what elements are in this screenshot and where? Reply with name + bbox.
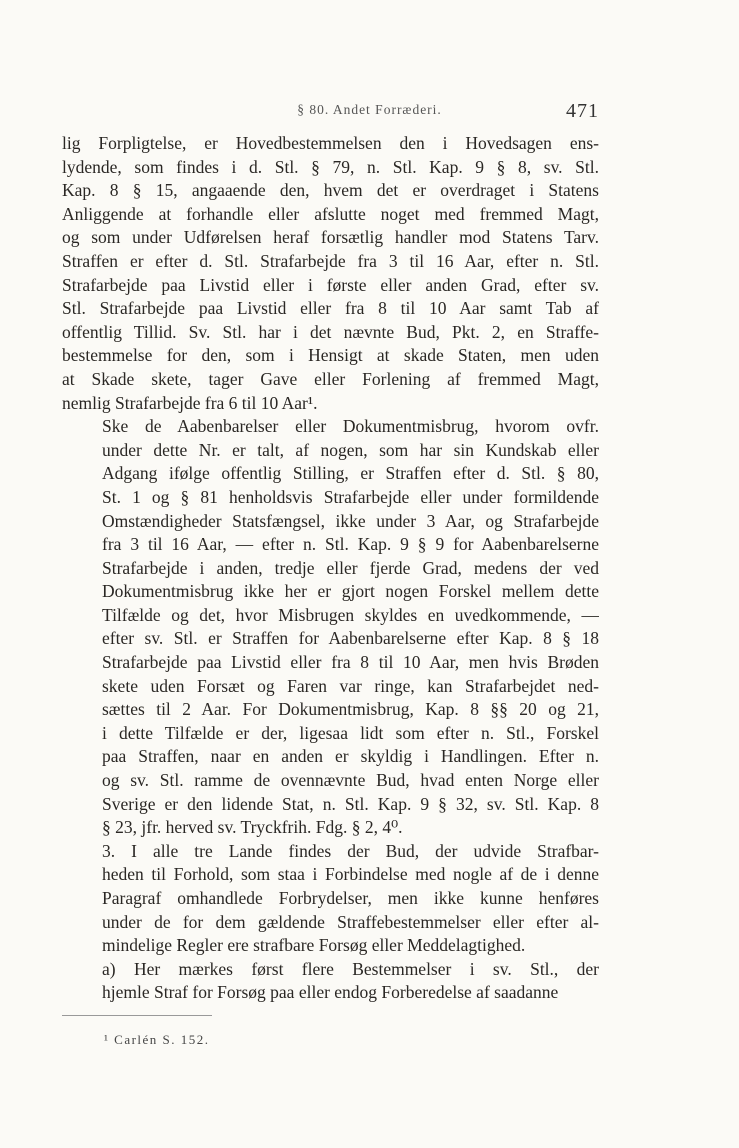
text-line: at Skade skete, tager Gave eller Forlening af fremmed Magt, [62,368,599,389]
text-line: i dette Tilfælde er der, ligesaa lidt som efter n. Stl., Forskel [102,722,599,743]
text-line: sættes til 2 Aar. For Dokumentmisbrug, Kap. 8 §§ 20 og 21, [102,699,599,720]
text-line: a) Her mærkes først flere Bestemmelser i sv. Stl., der [102,958,599,979]
text-line: Paragraf omhandlede Forbrydelser, men ikke kunne henføres [102,888,599,908]
text-line: 3. I alle tre Lande findes der Bud, der udvide Strafbar- [102,840,599,861]
footnote-rule [62,1015,212,1016]
text-line: skete uden Forsæt og Faren var ringe, kan Strafarbejdet ned- [102,675,599,696]
text-line: fra 3 til 16 Aar, — efter n. Stl. Kap. 9 § 9 for Aabenbarelserne [102,534,599,555]
text-line: Stl. Strafarbejde paa Livstid eller fra 8 til 10 Aar samt Tab af [62,298,599,319]
text-line: mindelige Regler ere strafbare Forsøg eller Meddelagtighed. [102,935,526,956]
text-line: heden til Forhold, som staa i Forbindelse med nogle af de i denne [102,864,599,885]
running-head: § 80. Andet Forræderi. [297,102,442,117]
text-line: og som under Udførelsen heraf forsætlig handler mod Statens Tarv. [62,227,599,248]
footnote: ¹ Carlén S. 152. [104,1032,210,1047]
text-line: paa Straffen, naar en anden er skyldig i Handlingen. Efter n. [102,746,599,767]
body-text [62,132,599,1005]
text-line: Strafarbejde paa Livstid eller fra 8 til 10 Aar, men hvis Brøden [102,652,599,673]
text-line: Kap. 8 § 15, angaaende den, hvem det er overdraget i Statens [62,180,599,201]
text-line: under de for dem gældende Straffebestemmelser eller efter al- [102,911,599,932]
page-number: 471 [566,100,599,122]
text-line: Ske de Aabenbarelser eller Dokumentmisbrug, hvorom ovfr. [102,416,599,437]
text-line: Dokumentmisbrug ikke her er gjort nogen Forskel mellem dette [102,581,599,602]
text-line: Strafarbejde paa Livstid eller i første eller anden Grad, efter sv. [62,274,599,295]
text-line: lydende, som findes i d. Stl. § 79, n. Stl. Kap. 9 § 8, sv. Stl. [62,156,599,177]
page-header [0,98,739,124]
text-line: Straffen er efter d. Stl. Strafarbejde fra 3 til 16 Aar, efter n. Stl. [62,250,599,271]
text-line: § 23, jfr. herved sv. Tryckfrih. Fdg. § 2, 4⁰. [102,817,403,838]
text-line: Tilfælde og det, hvor Misbrugen skyldes en uvedkommende, — [102,604,599,625]
text-line: hjemle Straf for Forsøg paa eller endog Forberedelse af saadanne [102,982,559,1003]
text-line: bestemmelse for den, som i Hensigt at skade Staten, men uden [62,345,599,366]
text-line: lig Forpligtelse, er Hovedbestemmelsen den i Hovedsagen ens- [62,133,599,153]
text-line: Adgang ifølge offentlig Stilling, er Straffen efter d. Stl. § 80, [102,463,599,484]
text-line: under dette Nr. er talt, af nogen, som har sin Kundskab eller [102,439,599,460]
text-line: Strafarbejde i anden, tredje eller fjerde Grad, medens der ved [102,557,599,578]
text-line: nemlig Strafarbejde fra 6 til 10 Aar¹. [62,392,318,413]
text-line: og sv. Stl. ramme de ovennævnte Bud, hvad enten Norge eller [102,770,599,791]
paragraph [62,415,599,840]
text-line: St. 1 og § 81 henholdsvis Strafarbejde eller under formildende [102,486,599,507]
text-line: efter sv. Stl. er Straffen for Aabenbarelserne efter Kap. 8 § 18 [102,628,599,649]
paragraph [62,958,599,1005]
text-line: Sverige er den lidende Stat, n. Stl. Kap. 9 § 32, sv. Stl. Kap. 8 [102,793,599,814]
text-line: offentlig Tillid. Sv. Stl. har i det nævnte Bud, Pkt. 2, en Straffe- [62,321,599,342]
paragraph [62,132,599,415]
text-line: Omstændigheder Statsfængsel, ikke under 3 Aar, og Strafarbejde [102,510,599,531]
text-line: Anliggende at forhandle eller afslutte noget med fremmed Magt, [62,203,599,224]
paragraph [62,840,599,958]
